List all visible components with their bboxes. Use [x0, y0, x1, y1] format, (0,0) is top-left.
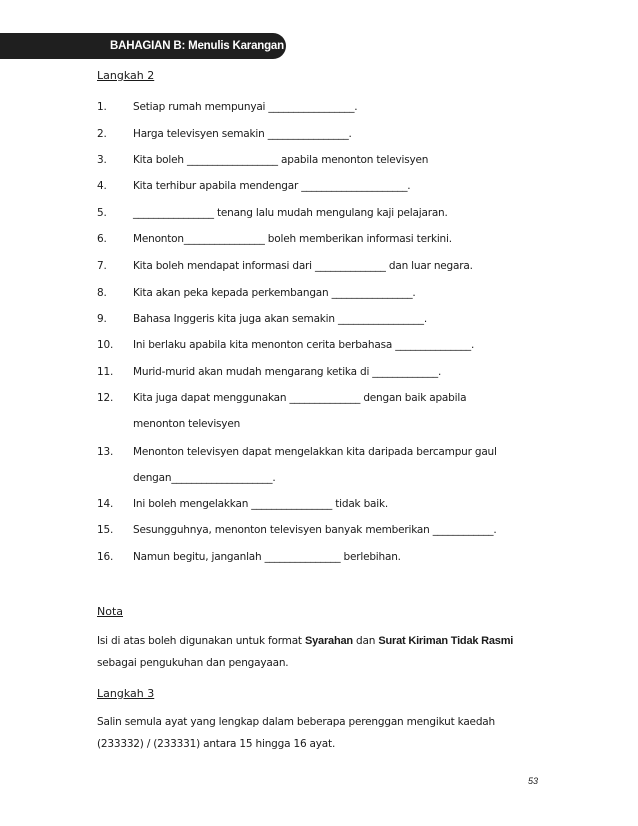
nota-heading: Nota — [97, 605, 124, 618]
question-text: Menonton televisyen dapat mengelakkan kita daripada bercampur gaul — [133, 446, 497, 458]
nota-paragraph-line: sebagai pengukuhan dan pengayaan. — [97, 657, 289, 669]
question-number: 3. — [97, 154, 107, 166]
page-number: 53 — [528, 776, 539, 786]
question-text: Setiap rumah mempunyai _________________. — [133, 101, 358, 113]
question-continuation: dengan____________________. — [133, 472, 276, 484]
question-number: 15. — [97, 524, 114, 536]
question-number: 1. — [97, 101, 107, 113]
question-number: 2. — [97, 128, 107, 140]
langkah-3-instruction: (233332) / (233331) antara 15 hingga 16 ayat. — [97, 738, 336, 750]
question-text: Kita akan peka kepada perkembangan ________________. — [133, 287, 416, 299]
question-text: Ini boleh mengelakkan ________________ tidak baik. — [133, 498, 389, 510]
question-text: Menonton________________ boleh memberikan informasi terkini. — [133, 233, 452, 245]
question-number: 10. — [97, 339, 114, 351]
langkah-3-instruction: Salin semula ayat yang lengkap dalam beberapa perenggan mengikut kaedah — [97, 716, 495, 728]
question-text: Murid-murid akan mudah mengarang ketika di _____________. — [133, 366, 442, 378]
question-number: 14. — [97, 498, 114, 510]
question-number: 7. — [97, 260, 107, 272]
question-text: Kita juga dapat menggunakan ______________ dengan baik apabila — [133, 392, 467, 404]
section-banner-title: BAHAGIAN B: Menulis Karangan — [110, 40, 284, 52]
question-number: 4. — [97, 180, 107, 192]
question-text: Kita boleh __________________ apabila menonton televisyen — [133, 154, 429, 166]
nota-format-surat: Surat Kiriman Tidak Rasmi — [378, 635, 514, 647]
nota-paragraph-line — [97, 635, 513, 647]
question-text: ________________ tenang lalu mudah mengulang kaji pelajaran. — [133, 207, 448, 219]
nota-text: Isi di atas boleh digunakan untuk format — [97, 635, 305, 647]
langkah-3-heading: Langkah 3 — [97, 687, 155, 700]
question-number: 5. — [97, 207, 107, 219]
question-text: Sesungguhnya, menonton televisyen banyak memberikan ____________. — [133, 524, 497, 536]
question-text: Namun begitu, janganlah _______________ berlebihan. — [133, 551, 401, 563]
question-text: Ini berlaku apabila kita menonton cerita berbahasa _______________. — [133, 339, 475, 351]
question-text: Kita boleh mendapat informasi dari ______________ dan luar negara. — [133, 260, 473, 272]
question-number: 6. — [97, 233, 107, 245]
question-number: 13. — [97, 446, 114, 458]
nota-format-syarahan: Syarahan — [304, 635, 353, 647]
langkah-2-heading: Langkah 2 — [97, 69, 155, 82]
question-number: 11. — [97, 366, 114, 378]
nota-text: dan — [352, 635, 379, 647]
question-text: Kita terhibur apabila mendengar _____________________. — [133, 180, 411, 192]
question-number: 12. — [97, 392, 114, 404]
question-number: 9. — [97, 313, 107, 325]
question-number: 16. — [97, 551, 114, 563]
section-banner — [0, 33, 286, 59]
question-number: 8. — [97, 287, 107, 299]
question-text: Harga televisyen semakin ________________. — [133, 128, 352, 140]
question-continuation: menonton televisyen — [133, 418, 241, 430]
question-text: Bahasa Inggeris kita juga akan semakin _________________. — [133, 313, 427, 325]
